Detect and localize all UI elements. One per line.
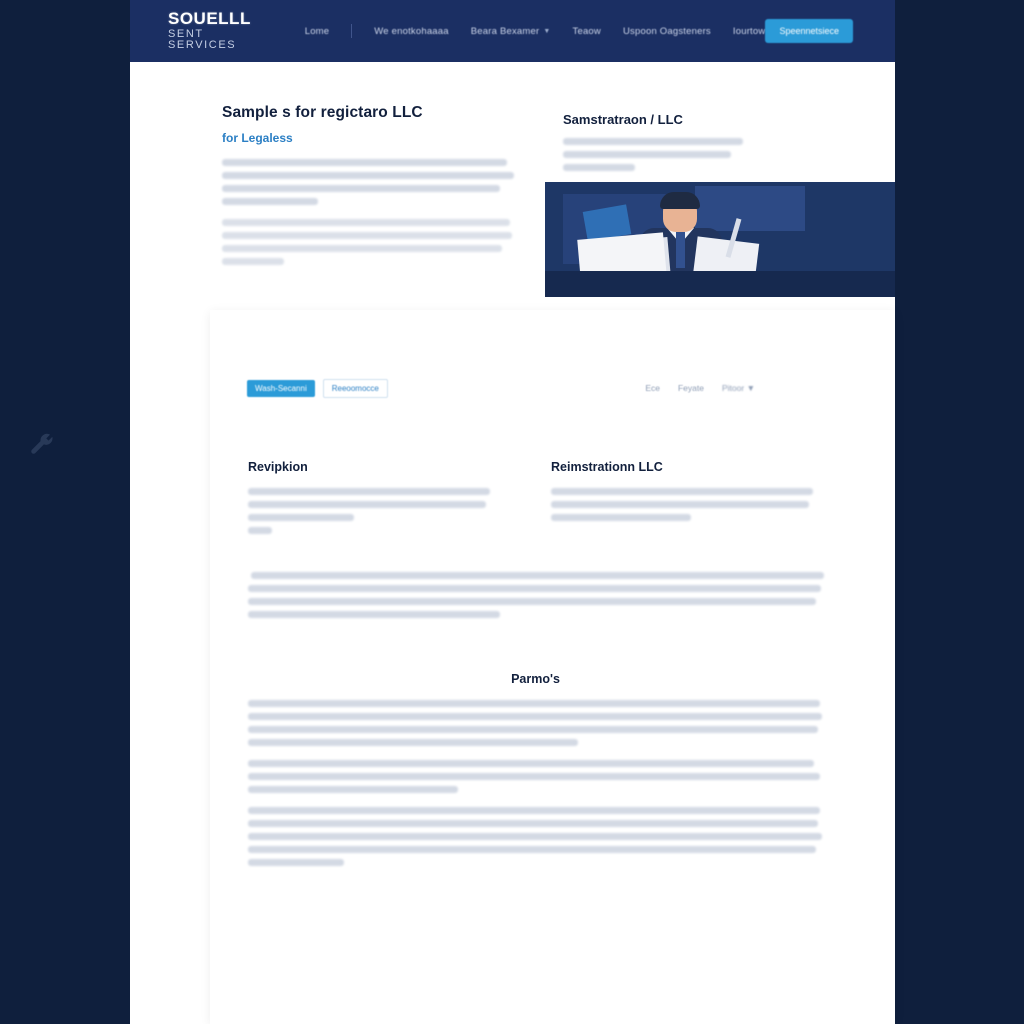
header-cta-button[interactable]: Speennetsiece <box>765 19 853 43</box>
nav-item-2[interactable] <box>471 26 551 37</box>
nav-item-label: Beara Bexamer <box>470 25 540 37</box>
toolbar-right-group <box>645 383 755 393</box>
text-line <box>248 773 820 780</box>
text-line <box>248 833 822 840</box>
text-line <box>248 611 500 618</box>
revision-right-column <box>551 460 816 540</box>
revision-right-paragraph <box>551 488 816 521</box>
text-line <box>248 760 814 767</box>
text-line <box>222 258 284 265</box>
toolbar-primary-chip[interactable]: Wash-Secanni <box>247 380 315 397</box>
brand-tagline: SENT SERVICES <box>168 27 237 52</box>
parmos-section <box>248 672 823 872</box>
hero-paragraph-2 <box>222 219 515 265</box>
toolbar-link-label: Pitoor <box>721 383 745 393</box>
text-line <box>248 527 272 534</box>
hero-right-title: Samstratraon / LLC <box>563 112 683 127</box>
text-line <box>248 739 578 746</box>
text-line <box>222 185 500 192</box>
content-card <box>210 310 895 1024</box>
revision-left-column <box>248 460 493 540</box>
parmos-paragraph-1 <box>248 700 823 746</box>
text-line <box>248 713 822 720</box>
text-line <box>248 820 818 827</box>
text-line <box>551 514 691 521</box>
text-line <box>551 501 809 508</box>
illustration-panel <box>695 186 805 231</box>
toolbar-link-0[interactable]: Ece <box>645 383 660 393</box>
section-heading-left: Revipkion <box>248 460 308 474</box>
nav-item-0[interactable] <box>305 26 330 37</box>
nav-item-5[interactable] <box>733 26 766 37</box>
text-line <box>222 172 514 179</box>
nav-item-label: Teaow <box>572 25 601 37</box>
text-line <box>248 807 820 814</box>
toolbar-link-2[interactable] <box>722 383 755 393</box>
parmos-paragraph-3 <box>248 807 823 866</box>
text-line <box>563 151 731 158</box>
text-line <box>551 488 813 495</box>
text-line <box>248 726 818 733</box>
hero-text-column <box>130 62 545 297</box>
text-line <box>248 488 490 495</box>
text-line <box>248 598 816 605</box>
text-line <box>222 232 512 239</box>
page-title: Sample s for regictaro LLC <box>222 104 423 121</box>
hero-right-paragraph <box>563 138 808 177</box>
text-line <box>248 585 821 592</box>
illustration-desk <box>545 271 895 297</box>
text-line <box>563 164 635 171</box>
text-line <box>222 245 502 252</box>
site-header <box>130 0 895 62</box>
nav-item-3[interactable] <box>573 26 601 37</box>
text-line <box>563 138 743 145</box>
text-line <box>222 219 510 226</box>
revision-section <box>248 460 823 540</box>
text-line <box>248 501 486 508</box>
nav-item-label: Uspoon Oagsteners <box>622 25 711 37</box>
illustration-person-hair <box>660 192 700 209</box>
chevron-down-icon: ▼ <box>746 383 755 393</box>
text-line <box>251 572 824 579</box>
nav-item-4[interactable] <box>623 26 711 37</box>
text-line <box>248 859 344 866</box>
brand-name: SOUELLL <box>168 9 251 29</box>
wrench-icon <box>28 432 56 460</box>
hero-paragraph-1 <box>222 159 515 205</box>
toolbar-link-1[interactable]: Feyate <box>677 383 704 393</box>
text-line <box>222 159 507 166</box>
nav-item-label: We enotkohaaaa <box>374 25 449 37</box>
chevron-down-icon: ▼ <box>543 27 551 35</box>
text-line <box>248 846 816 853</box>
nav-item-label: Lome <box>304 25 330 37</box>
parmos-paragraph-2 <box>248 760 823 793</box>
text-line <box>222 198 318 205</box>
full-width-paragraph <box>248 572 823 624</box>
revision-left-paragraph <box>248 488 493 534</box>
text-line <box>248 786 458 793</box>
toolbar-secondary-chip[interactable]: Reeoomocce <box>323 379 388 398</box>
content-toolbar <box>210 372 895 404</box>
nav-item-label: Iourtow <box>732 25 766 37</box>
hero-media-column <box>545 62 895 297</box>
section-heading-right: Reimstrationn LLC <box>551 460 663 474</box>
text-line <box>248 514 354 521</box>
businessman-reviewing-documents-illustration <box>545 182 895 297</box>
nav-divider <box>351 24 352 38</box>
nav-item-1[interactable] <box>374 26 448 37</box>
hero-section <box>130 62 895 297</box>
illustration-person-tie <box>676 232 685 268</box>
brand-logo[interactable] <box>168 10 263 52</box>
text-line <box>248 700 820 707</box>
main-navigation <box>305 24 766 38</box>
page-subtitle: for Legaless <box>222 131 293 145</box>
section-heading-center: Parmo's <box>511 672 560 686</box>
